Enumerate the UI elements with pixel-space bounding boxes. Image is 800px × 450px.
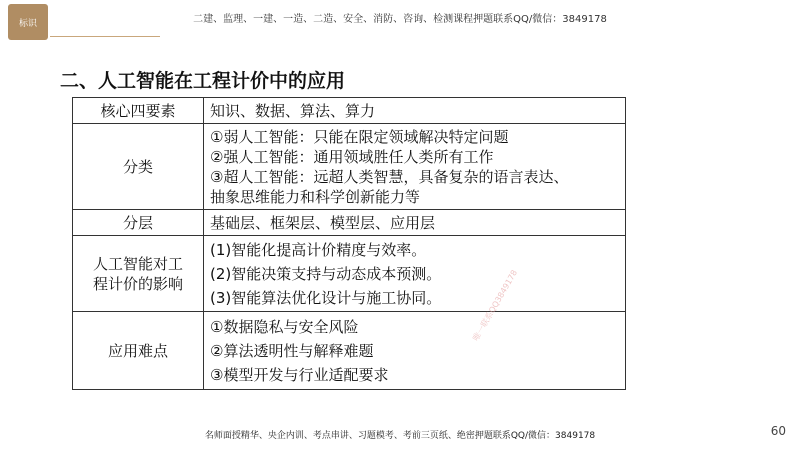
- content-line: (2)智能决策支持与动态成本预测。: [210, 264, 442, 283]
- row-content: [204, 312, 626, 390]
- row-label-classification: 分类: [73, 124, 204, 210]
- content-line: 抽象思维能力和科学创新能力等: [210, 187, 421, 206]
- page-title: 二、人工智能在工程计价中的应用: [60, 70, 346, 92]
- table-row: [73, 312, 626, 390]
- footer-text: 名师面授精华、央企内训、考点串讲、习题模考、考前三页纸、绝密押题联系QQ/微信：3849178: [204, 431, 596, 441]
- content-line: ②算法透明性与解释难题: [210, 341, 374, 360]
- content-line: ③超人工智能：远超人类智慧，具备复杂的语言表达、: [210, 167, 569, 186]
- row-label-core-elements: 核心四要素: [73, 98, 204, 124]
- table-row: [73, 98, 626, 124]
- row-label-layers: 分层: [73, 210, 204, 236]
- row-label-difficulties: 应用难点: [73, 312, 204, 390]
- header-text: 二建、监理、一建、一造、二造、安全、消防、咨询、检测课程押题联系QQ/微信：3849178: [193, 14, 607, 25]
- table-row: [73, 236, 626, 312]
- content-line: ①数据隐私与安全风险: [210, 317, 359, 336]
- page-number: 60: [770, 424, 786, 438]
- content-line: (1)智能化提高计价精度与效率。: [210, 240, 427, 259]
- row-content: [204, 98, 626, 124]
- content-line: ③模型开发与行业适配要求: [210, 365, 389, 384]
- header-divider: [50, 36, 160, 37]
- content-line: ②强人工智能：通用领域胜任人类所有工作: [210, 147, 494, 166]
- content-table: [72, 97, 626, 390]
- content-line: 基础层、框架层、模型层、应用层: [210, 213, 436, 232]
- content-line: ①弱人工智能：只能在限定领域解决特定问题: [210, 127, 509, 146]
- logo-text: 标识: [18, 18, 37, 29]
- row-content: [204, 210, 626, 236]
- watermark: 唯一联系QQ3849178: [471, 268, 520, 343]
- row-content: [204, 236, 626, 312]
- label-line: 人工智能对工: [92, 254, 183, 273]
- content-line: (3)智能算法优化设计与施工协同。: [210, 288, 442, 307]
- table-row: [73, 124, 626, 210]
- table-row: [73, 210, 626, 236]
- content-line: 知识、数据、算法、算力: [210, 101, 376, 120]
- row-label-impact: [73, 236, 204, 312]
- label-line: 程计价的影响: [92, 274, 183, 293]
- row-content: [204, 124, 626, 210]
